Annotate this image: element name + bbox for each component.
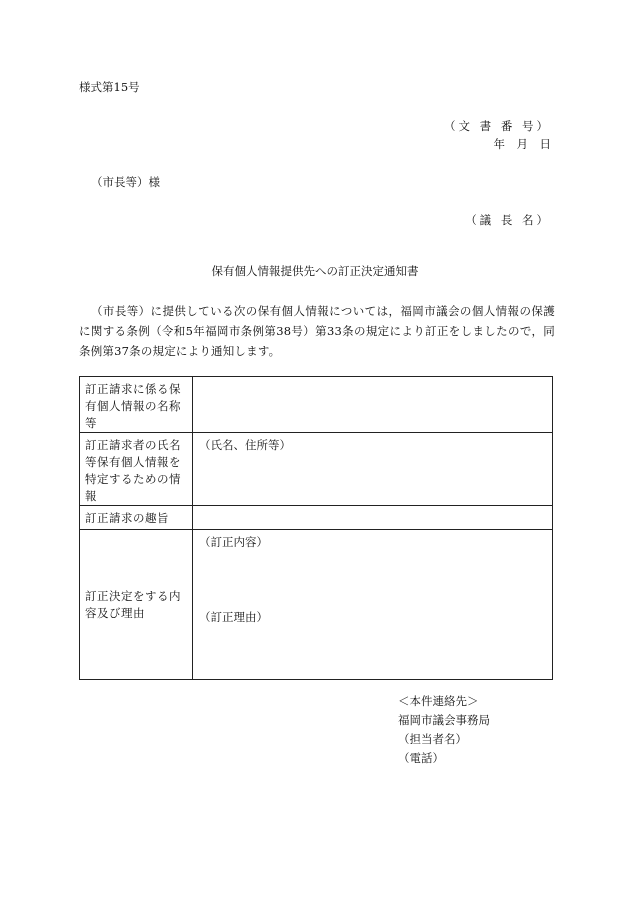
table-row	[80, 506, 553, 530]
contact-office: 福岡市議会事務局	[398, 713, 490, 727]
table-row	[80, 433, 553, 506]
contact-person: （担当者名）	[398, 732, 467, 746]
row-value-decision	[193, 530, 553, 680]
contact-heading: ＜本件連絡先＞	[398, 694, 479, 708]
contact-block	[398, 692, 490, 768]
document-number: （文 書 番 号）	[444, 119, 551, 133]
correction-reason-label: （訂正理由）	[199, 610, 268, 624]
document-title: 保有個人情報提供先への訂正決定通知書	[211, 264, 419, 278]
table-row	[80, 377, 553, 433]
spacer	[199, 551, 547, 609]
row-label-info-name: 訂正請求に係る保有個人情報の名称等	[80, 377, 193, 433]
contact-phone: （電話）	[398, 751, 444, 765]
sender-name: （議 長 名）	[465, 213, 551, 227]
row-value-purpose	[193, 506, 553, 530]
date-line: 年 月 日	[493, 137, 551, 151]
addressee: （市長等）様	[91, 175, 160, 189]
correction-content-label: （訂正内容）	[199, 535, 268, 549]
info-table	[79, 376, 553, 680]
table-row	[80, 530, 553, 680]
body-paragraph: （市長等）に提供している次の保有個人情報については，福岡市議会の個人情報の保護に関する条例（令和5年福岡市条例第38号）第33条の規定により訂正をしましたので，同条例第37条の規定により通知します。	[79, 304, 555, 358]
row-label-requester: 訂正請求者の氏名等保有個人情報を特定するための情報	[80, 433, 193, 506]
row-value-info-name	[193, 377, 553, 433]
row-label-decision: 訂正決定をする内容及び理由	[80, 530, 193, 680]
row-label-purpose: 訂正請求の趣旨	[80, 506, 193, 530]
form-number: 様式第15号	[79, 80, 140, 94]
row-value-requester: （氏名、住所等）	[193, 433, 553, 506]
